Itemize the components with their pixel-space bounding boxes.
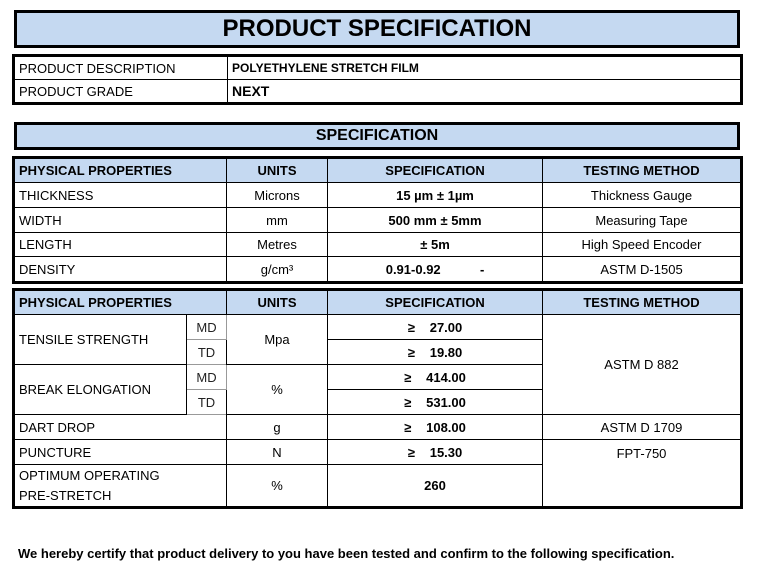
- puncture-label: PUNCTURE: [15, 440, 227, 465]
- ge-symbol: ≥: [404, 369, 412, 385]
- optimum-label-line1: OPTIMUM OPERATING: [19, 467, 160, 483]
- ge-symbol: ≥: [404, 394, 412, 410]
- table-row: [15, 440, 741, 465]
- units-cell: %: [227, 465, 328, 507]
- units-cell: Metres: [227, 233, 328, 257]
- header-units: UNITS: [227, 159, 328, 183]
- break-elongation-label: BREAK ELONGATION: [15, 365, 187, 415]
- table-row: [15, 208, 741, 233]
- spec-value: 0.91-0.92: [385, 261, 441, 277]
- spec-value: 108.00: [426, 419, 466, 435]
- md-label: MD: [187, 315, 227, 340]
- property-cell: WIDTH: [15, 208, 227, 233]
- specification-table-1: [14, 158, 741, 282]
- spec-value: 414.00: [426, 369, 466, 385]
- spec-cell: ± 5m: [328, 233, 543, 257]
- units-cell: Microns: [227, 183, 328, 208]
- optimum-label-line2: PRE-STRETCH: [19, 487, 112, 503]
- spec-cell: [328, 257, 543, 282]
- header-testing-method: TESTING METHOD: [543, 291, 741, 315]
- spec-cell: [328, 440, 543, 465]
- units-cell: g/cm³: [227, 257, 328, 282]
- specification-heading: SPECIFICATION: [14, 122, 740, 150]
- specification-table-2: [14, 290, 741, 507]
- td-label: TD: [187, 340, 227, 365]
- spec-value: 531.00: [426, 394, 466, 410]
- spec-cell: [328, 415, 543, 440]
- certification-statement: We hereby certify that product delivery to you have been tested and confirm to the following specification.: [18, 546, 675, 561]
- product-description-label: PRODUCT DESCRIPTION: [15, 57, 228, 80]
- spec-cell: [328, 315, 543, 340]
- spec-cell: 500 mm ± 5mm: [328, 208, 543, 233]
- table-row: [15, 233, 741, 257]
- spec-value: 19.80: [429, 344, 463, 360]
- page-title: PRODUCT SPECIFICATION: [14, 10, 740, 48]
- ge-symbol: ≥: [404, 419, 412, 435]
- header-physical-properties: PHYSICAL PROPERTIES: [15, 159, 227, 183]
- spec-cell: 260: [328, 465, 543, 507]
- product-grade-label: PRODUCT GRADE: [15, 80, 228, 103]
- units-cell: g: [227, 415, 328, 440]
- units-cell: N: [227, 440, 328, 465]
- spec-cell: [328, 390, 543, 415]
- spec-value: 15.30: [429, 444, 463, 460]
- header-specification: SPECIFICATION: [328, 291, 543, 315]
- ge-symbol: ≥: [407, 319, 415, 335]
- header-units: UNITS: [227, 291, 328, 315]
- spec-cell: [328, 365, 543, 390]
- header-physical-properties: PHYSICAL PROPERTIES: [15, 291, 227, 315]
- table-row: [15, 315, 741, 340]
- header-specification: SPECIFICATION: [328, 159, 543, 183]
- method-cell: FPT-750: [543, 440, 741, 507]
- ge-symbol: ≥: [407, 344, 415, 360]
- method-cell: Measuring Tape: [543, 208, 741, 233]
- table-row: [15, 415, 741, 440]
- method-cell: ASTM D 1709: [543, 415, 741, 440]
- product-description-table: [14, 56, 741, 103]
- ge-symbol: ≥: [407, 444, 415, 460]
- spec-cell: 15 µm ± 1µm: [328, 183, 543, 208]
- table-row: [15, 183, 741, 208]
- property-cell: LENGTH: [15, 233, 227, 257]
- header-testing-method: TESTING METHOD: [543, 159, 741, 183]
- property-cell: THICKNESS: [15, 183, 227, 208]
- tensile-strength-label: TENSILE STRENGTH: [15, 315, 187, 365]
- property-cell: DENSITY: [15, 257, 227, 282]
- product-grade-value: NEXT: [228, 80, 741, 103]
- method-cell: High Speed Encoder: [543, 233, 741, 257]
- method-cell: ASTM D 882: [543, 315, 741, 415]
- units-cell: %: [227, 365, 328, 415]
- optimum-prestretch-label: [15, 465, 227, 507]
- table-row: [15, 257, 741, 282]
- method-cell: Thickness Gauge: [543, 183, 741, 208]
- units-cell: Mpa: [227, 315, 328, 365]
- product-description-value: POLYETHYLENE STRETCH FILM: [228, 57, 741, 80]
- spec-cell: [328, 340, 543, 365]
- units-cell: mm: [227, 208, 328, 233]
- method-cell: ASTM D-1505: [543, 257, 741, 282]
- spec-value: 27.00: [429, 319, 463, 335]
- md-label: MD: [187, 365, 227, 390]
- spec-dash: -: [479, 261, 485, 277]
- td-label: TD: [187, 390, 227, 415]
- dart-drop-label: DART DROP: [15, 415, 227, 440]
